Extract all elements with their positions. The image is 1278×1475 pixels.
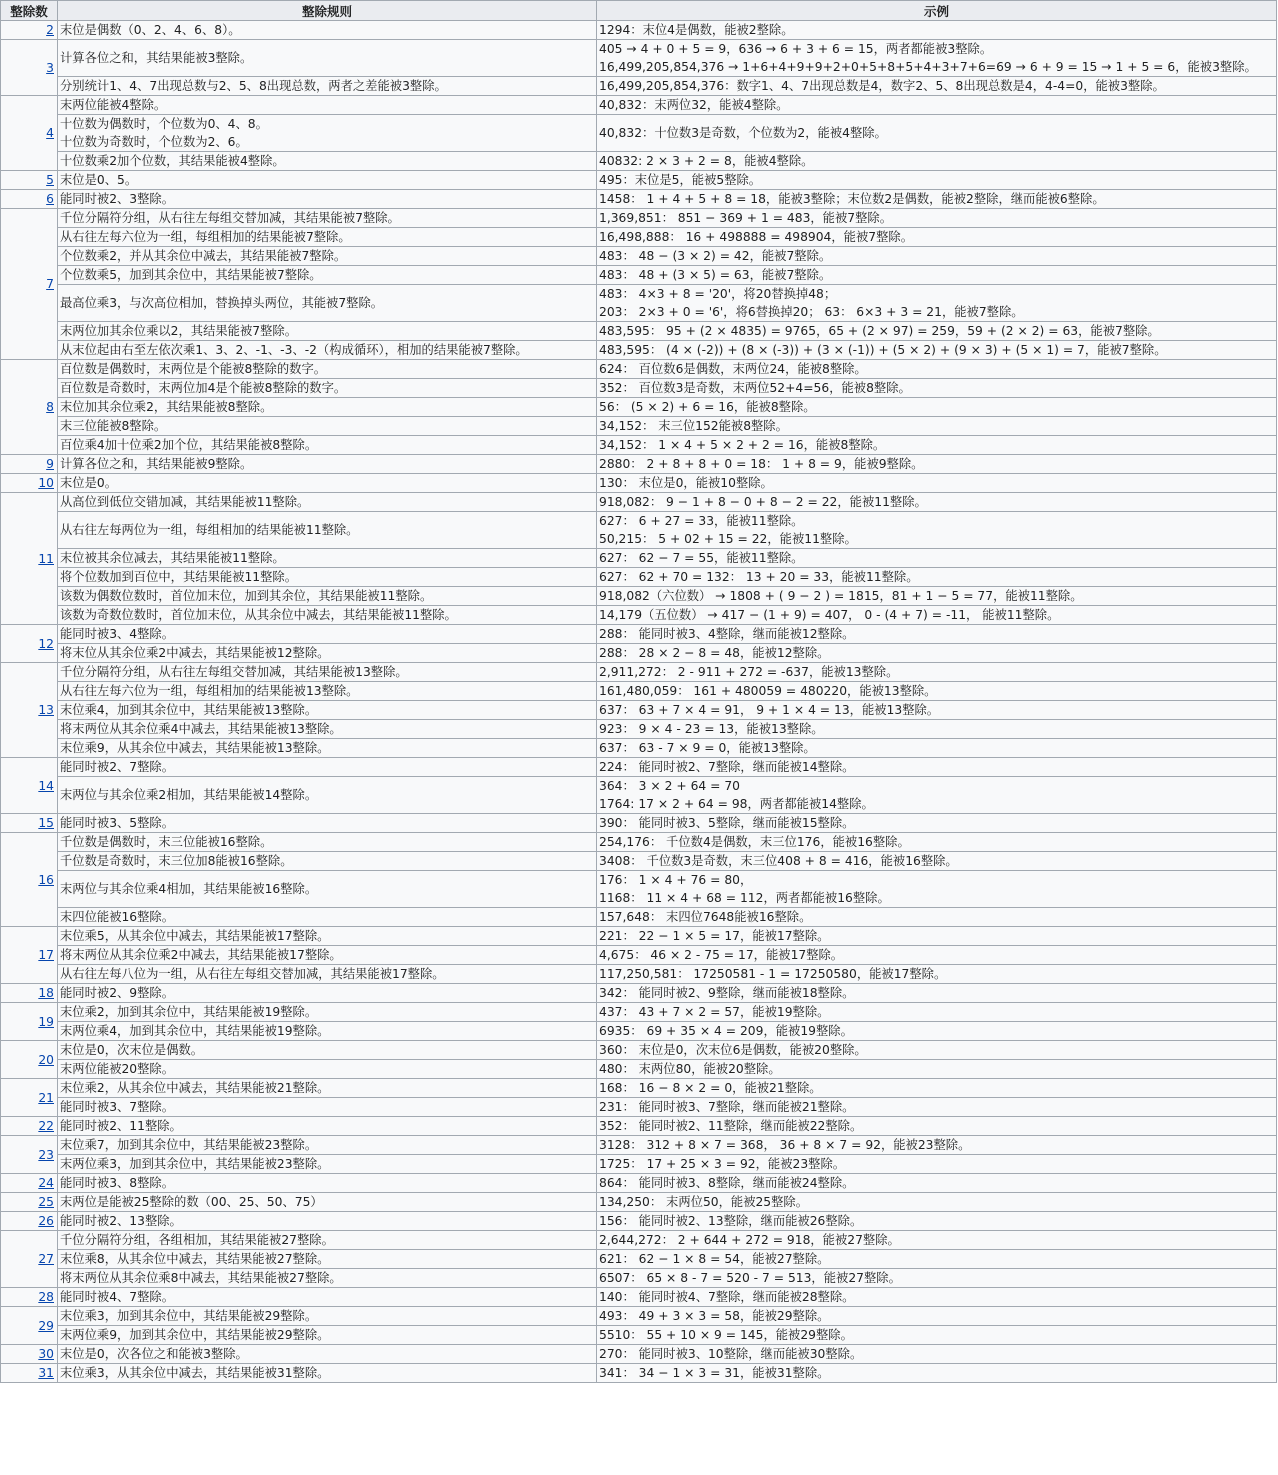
example-cell: 134,250： 末两位50，能被25整除。 (597, 1193, 1277, 1212)
example-cell: 6507： 65 × 8 - 7 = 520 - 7 = 513，能被27整除。 (597, 1269, 1277, 1288)
example-cell: 130： 末位是0，能被10整除。 (597, 474, 1277, 493)
example-cell: 2,644,272： 2 + 644 + 272 = 918，能被27整除。 (597, 1231, 1277, 1250)
rule-cell: 能同时被2、3整除。 (58, 190, 597, 209)
divisor-link[interactable]: 22 (38, 1119, 54, 1133)
table-row (1, 228, 1277, 247)
divisor-link[interactable]: 3 (46, 60, 54, 75)
table-row (1, 115, 1277, 152)
divisor-link[interactable]: 14 (38, 778, 54, 793)
example-cell: 360： 末位是0，次末位6是偶数，能被20整除。 (597, 1041, 1277, 1060)
divisor-cell (1, 814, 58, 833)
table-row (1, 379, 1277, 398)
divisor-cell (1, 493, 58, 625)
table-row (1, 927, 1277, 946)
table-row (1, 1326, 1277, 1345)
divisor-link[interactable]: 27 (38, 1252, 54, 1266)
divisor-link[interactable]: 11 (38, 551, 54, 566)
rule-cell: 末位是0、5。 (58, 171, 597, 190)
example-cell: 288： 28 × 2 − 8 = 48，能被12整除。 (597, 644, 1277, 663)
table-row (1, 360, 1277, 379)
rule-cell: 从右往左每六位为一组，每组相加的结果能被7整除。 (58, 228, 597, 247)
rule-cell: 个位数乘2，并从其余位中减去，其结果能被7整除。 (58, 247, 597, 266)
divisor-cell (1, 40, 58, 96)
table-row (1, 1022, 1277, 1041)
table-row (1, 455, 1277, 474)
rule-cell: 末位加其余位乘2，其结果能被8整除。 (58, 398, 597, 417)
table-row (1, 1079, 1277, 1098)
table-row (1, 1155, 1277, 1174)
table-row (1, 285, 1277, 322)
divisor-cell (1, 1079, 58, 1117)
rule-cell: 将末两位从其余位乘2中减去，其结果能被17整除。 (58, 946, 597, 965)
table-row (1, 946, 1277, 965)
table-row (1, 587, 1277, 606)
divisor-link[interactable]: 15 (38, 816, 54, 830)
rule-cell: 计算各位之和，其结果能被9整除。 (58, 455, 597, 474)
divisor-cell (1, 984, 58, 1003)
example-cell: 3408： 千位数3是奇数，末三位408 + 8 = 416，能被16整除。 (597, 852, 1277, 871)
rule-cell: 十位数乘2加个位数，其结果能被4整除。 (58, 152, 597, 171)
example-cell: 923： 9 × 4 - 23 = 13，能被13整除。 (597, 720, 1277, 739)
rule-cell: 末位是0，次末位是偶数。 (58, 1041, 597, 1060)
example-cell: 864： 能同时被3、8整除，继而能被24整除。 (597, 1174, 1277, 1193)
divisor-cell (1, 663, 58, 758)
example-cell: 364： 3 × 2 + 64 = 70 1764: 17 × 2 + 64 = 98，两者都能被14整除。 (597, 777, 1277, 814)
rule-cell: 末位乘8，从其余位中减去，其结果能被27整除。 (58, 1250, 597, 1269)
rule-cell: 末两位与其余位乘4相加，其结果能被16整除。 (58, 871, 597, 908)
rule-cell: 该数为奇数位数时，首位加末位，从其余位中减去，其结果能被11整除。 (58, 606, 597, 625)
rule-cell: 将末两位从其余位乘4中减去，其结果能被13整除。 (58, 720, 597, 739)
table-row (1, 1288, 1277, 1307)
rule-cell: 末位乘3，加到其余位中，其结果能被29整除。 (58, 1307, 597, 1326)
example-cell: 627： 62 − 7 = 55，能被11整除。 (597, 549, 1277, 568)
table-row (1, 739, 1277, 758)
table-row (1, 852, 1277, 871)
rule-cell: 末位是偶数（0、2、4、6、8）。 (58, 21, 597, 40)
example-cell: 624： 百位数6是偶数，末两位24，能被8整除。 (597, 360, 1277, 379)
table-row (1, 322, 1277, 341)
rule-cell: 最高位乘3，与次高位相加，替换掉头两位，其能被7整除。 (58, 285, 597, 322)
example-cell: 288： 能同时被3、4整除，继而能被12整除。 (597, 625, 1277, 644)
example-cell: 483： 4×3 + 8 = '20'，将20替换掉48； 203： 2×3 + 0 = '6'，将6替换掉20； 63： 6×3 + 3 = 21，能被7整除。 (597, 285, 1277, 322)
rule-cell: 从右往左每八位为一组，从右往左每组交替加减，其结果能被17整除。 (58, 965, 597, 984)
divisor-link[interactable]: 26 (38, 1214, 54, 1228)
divisor-cell (1, 758, 58, 814)
divisor-cell (1, 455, 58, 474)
rule-cell: 末两位是能被25整除的数（00、25、50、75） (58, 1193, 597, 1212)
divisor-link[interactable]: 28 (38, 1290, 54, 1304)
table-row (1, 549, 1277, 568)
table-row (1, 984, 1277, 1003)
example-cell: 1294：末位4是偶数，能被2整除。 (597, 21, 1277, 40)
divisor-link[interactable]: 17 (38, 948, 54, 962)
example-cell: 483： 48 + (3 × 5) = 63，能被7整除。 (597, 266, 1277, 285)
table-row (1, 625, 1277, 644)
table-row (1, 777, 1277, 814)
table-row (1, 21, 1277, 40)
table-row (1, 682, 1277, 701)
rule-cell: 计算各位之和，其结果能被3整除。 (58, 40, 597, 77)
example-cell: 2880： 2 + 8 + 8 + 0 = 18： 1 + 8 = 9，能被9整除。 (597, 455, 1277, 474)
example-cell: 16,498,888： 16 + 498888 = 498904，能被7整除。 (597, 228, 1277, 247)
table-row (1, 720, 1277, 739)
example-cell: 5510： 55 + 10 × 9 = 145，能被29整除。 (597, 1326, 1277, 1345)
divisor-link[interactable]: 25 (38, 1195, 54, 1209)
rule-cell: 从高位到低位交错加减，其结果能被11整除。 (58, 493, 597, 512)
divisor-link[interactable]: 16 (38, 872, 54, 887)
divisor-link[interactable]: 21 (38, 1090, 54, 1105)
divisor-cell (1, 21, 58, 40)
table-row (1, 1364, 1277, 1383)
example-cell: 140： 能同时被4、7整除，继而能被28整除。 (597, 1288, 1277, 1307)
table-row (1, 341, 1277, 360)
rule-cell: 百位数是奇数时，末两位加4是个能被8整除的数字。 (58, 379, 597, 398)
rule-cell: 分别统计1、4、7出现总数与2、5、8出现总数，两者之差能被3整除。 (58, 77, 597, 96)
table-row (1, 871, 1277, 908)
divisor-cell (1, 1117, 58, 1136)
example-cell: 483： 48 − (3 × 2) = 42，能被7整除。 (597, 247, 1277, 266)
table-row (1, 152, 1277, 171)
table-row (1, 606, 1277, 625)
example-cell: 483,595： (4 × (-2)) + (8 × (-3)) + (3 × (-1)) + (5 × 2) + (9 × 3) + (5 × 1) = 7，能被7整除。 (597, 341, 1277, 360)
table-row (1, 398, 1277, 417)
table-row (1, 474, 1277, 493)
divisor-link[interactable]: 9 (46, 457, 54, 471)
example-cell: 40,832：十位数3是奇数，个位数为2，能被4整除。 (597, 115, 1277, 152)
divisor-cell (1, 190, 58, 209)
table-row (1, 77, 1277, 96)
rule-cell: 末两位加其余位乘以2，其结果能被7整除。 (58, 322, 597, 341)
table-row (1, 436, 1277, 455)
rule-cell: 末位乘3，从其余位中减去，其结果能被31整除。 (58, 1364, 597, 1383)
divisor-cell (1, 1364, 58, 1383)
table-row (1, 568, 1277, 587)
example-cell: 254,176： 千位数4是偶数，末三位176，能被16整除。 (597, 833, 1277, 852)
divisor-cell (1, 1193, 58, 1212)
divisor-cell (1, 1345, 58, 1364)
table-row (1, 171, 1277, 190)
table-row (1, 417, 1277, 436)
table-row (1, 1307, 1277, 1326)
example-cell: 270： 能同时被3、10整除，继而能被30整除。 (597, 1345, 1277, 1364)
table-row (1, 1041, 1277, 1060)
example-cell: 483,595： 95 + (2 × 4835) = 9765，65 + (2 × 97) = 259，59 + (2 × 2) = 63，能被7整除。 (597, 322, 1277, 341)
example-cell: 405 → 4 + 0 + 5 = 9，636 → 6 + 3 + 6 = 15，两者都能被3整除。 16,499,205,854,376 → 1+6+4+9+9+2+0+5+8+5+4+3+7+6=69 → 6 + 9 = 15 → 1 + 5 = 6，能被3整除。 (597, 40, 1277, 77)
rule-cell: 千位分隔符分组，从右往左每组交替加减，其结果能被7整除。 (58, 209, 597, 228)
divisor-cell (1, 1136, 58, 1174)
divisor-cell (1, 96, 58, 171)
table-row (1, 908, 1277, 927)
example-cell: 437： 43 + 7 × 2 = 57，能被19整除。 (597, 1003, 1277, 1022)
rule-cell: 百位乘4加十位乘2加个位，其结果能被8整除。 (58, 436, 597, 455)
rule-cell: 千位数是偶数时，末三位能被16整除。 (58, 833, 597, 852)
rule-cell: 末位乘2，从其余位中减去，其结果能被21整除。 (58, 1079, 597, 1098)
rule-cell: 能同时被2、13整除。 (58, 1212, 597, 1231)
example-cell: 224： 能同时被2、7整除，继而能被14整除。 (597, 758, 1277, 777)
divisor-cell (1, 1174, 58, 1193)
table-row (1, 40, 1277, 77)
table-row (1, 1174, 1277, 1193)
rule-cell: 能同时被2、9整除。 (58, 984, 597, 1003)
example-cell: 221： 22 − 1 × 5 = 17，能被17整除。 (597, 927, 1277, 946)
rule-cell: 个位数乘5，加到其余位中，其结果能被7整除。 (58, 266, 597, 285)
example-cell: 621： 62 − 1 × 8 = 54，能被27整除。 (597, 1250, 1277, 1269)
rule-cell: 十位数为偶数时，个位数为0、4、8。 十位数为奇数时，个位数为2、6。 (58, 115, 597, 152)
rule-cell: 末位乘9，从其余位中减去，其结果能被13整除。 (58, 739, 597, 758)
rule-cell: 末两位能被20整除。 (58, 1060, 597, 1079)
divisor-cell (1, 1212, 58, 1231)
rule-cell: 将末位从其余位乘2中减去，其结果能被12整除。 (58, 644, 597, 663)
example-cell: 176： 1 × 4 + 76 = 80， 1168： 11 × 4 + 68 = 112，两者都能被16整除。 (597, 871, 1277, 908)
divisor-link[interactable]: 23 (38, 1147, 54, 1162)
table-row (1, 1098, 1277, 1117)
example-cell: 637： 63 + 7 × 4 = 91， 9 + 1 × 4 = 13，能被13整除。 (597, 701, 1277, 720)
divisor-cell (1, 171, 58, 190)
divisor-cell (1, 1307, 58, 1345)
rule-cell: 该数为偶数位数时，首位加末位，加到其余位，其结果能被11整除。 (58, 587, 597, 606)
rule-cell: 末两位与其余位乘2相加，其结果能被14整除。 (58, 777, 597, 814)
example-cell: 1725： 17 + 25 × 3 = 92，能被23整除。 (597, 1155, 1277, 1174)
rule-cell: 末位是0，次各位之和能被3整除。 (58, 1345, 597, 1364)
table-row (1, 96, 1277, 115)
example-cell: 3128： 312 + 8 × 7 = 368， 36 + 8 × 7 = 92，能被23整除。 (597, 1136, 1277, 1155)
divisor-link[interactable]: 8 (46, 400, 54, 414)
example-cell: 342： 能同时被2、9整除，继而能被18整除。 (597, 984, 1277, 1003)
table-row (1, 266, 1277, 285)
header-rule: 整除规则 (58, 1, 597, 21)
divisor-cell (1, 927, 58, 984)
table-row (1, 190, 1277, 209)
divisor-cell (1, 1288, 58, 1307)
table-row (1, 493, 1277, 512)
divisor-cell (1, 474, 58, 493)
rule-cell: 从末位起由右至左依次乘1、3、2、-1、-3、-2（构成循环），相加的结果能被7整除。 (58, 341, 597, 360)
table-row (1, 1060, 1277, 1079)
rule-cell: 末位是0。 (58, 474, 597, 493)
example-cell: 34,152： 1 × 4 + 5 × 2 + 2 = 16，能被8整除。 (597, 436, 1277, 455)
table-row (1, 758, 1277, 777)
table-row (1, 1193, 1277, 1212)
example-cell: 6935： 69 + 35 × 4 = 209，能被19整除。 (597, 1022, 1277, 1041)
table-row (1, 1117, 1277, 1136)
table-row (1, 209, 1277, 228)
rule-cell: 能同时被3、8整除。 (58, 1174, 597, 1193)
divisor-cell (1, 1003, 58, 1041)
rule-cell: 末两位乘3，加到其余位中，其结果能被23整除。 (58, 1155, 597, 1174)
divisor-cell (1, 833, 58, 927)
rule-cell: 能同时被4、7整除。 (58, 1288, 597, 1307)
rule-cell: 末位被其余位减去，其结果能被11整除。 (58, 549, 597, 568)
table-row (1, 701, 1277, 720)
table-row (1, 1231, 1277, 1250)
rule-cell: 能同时被3、7整除。 (58, 1098, 597, 1117)
rule-cell: 末四位能被16整除。 (58, 908, 597, 927)
example-cell: 627： 62 + 70 = 132： 13 + 20 = 33，能被11整除。 (597, 568, 1277, 587)
rule-cell: 千位数是奇数时，末三位加8能被16整除。 (58, 852, 597, 871)
example-cell: 918,082（六位数） → 1808 + ( 9 − 2 ) = 1815，81 + 1 − 5 = 77，能被11整除。 (597, 587, 1277, 606)
example-cell: 117,250,581： 17250581 - 1 = 17250580，能被17整除。 (597, 965, 1277, 984)
table-row (1, 1250, 1277, 1269)
rule-cell: 末两位能被4整除。 (58, 96, 597, 115)
table-row (1, 663, 1277, 682)
example-cell: 352： 百位数3是奇数，末两位52+4=56，能被8整除。 (597, 379, 1277, 398)
divisor-cell (1, 625, 58, 663)
rule-cell: 将个位数加到百位中，其结果能被11整除。 (58, 568, 597, 587)
rule-cell: 末位乘7，加到其余位中，其结果能被23整除。 (58, 1136, 597, 1155)
table-body (1, 21, 1277, 1383)
example-cell: 390： 能同时被3、5整除，继而能被15整除。 (597, 814, 1277, 833)
example-cell: 168： 16 − 8 × 2 = 0，能被21整除。 (597, 1079, 1277, 1098)
example-cell: 4,675： 46 × 2 - 75 = 17，能被17整除。 (597, 946, 1277, 965)
table-row (1, 1212, 1277, 1231)
example-cell: 156： 能同时被2、13整除，继而能被26整除。 (597, 1212, 1277, 1231)
example-cell: 40832: 2 × 3 + 2 = 8，能被4整除。 (597, 152, 1277, 171)
divisor-link[interactable]: 7 (46, 277, 54, 291)
header-row (1, 1, 1277, 21)
example-cell: 352： 能同时被2、11整除，继而能被22整除。 (597, 1117, 1277, 1136)
divisor-link[interactable]: 24 (38, 1176, 54, 1190)
table-row (1, 1345, 1277, 1364)
divisor-link[interactable]: 10 (38, 476, 54, 490)
divisor-link[interactable]: 6 (46, 192, 54, 206)
divisor-cell (1, 209, 58, 360)
table-row (1, 644, 1277, 663)
example-cell: 14,179（五位数） → 417 − (1 + 9) = 407， 0 - (4 + 7) = -11， 能被11整除。 (597, 606, 1277, 625)
table-row (1, 814, 1277, 833)
rule-cell: 将末两位从其余位乘8中减去，其结果能被27整除。 (58, 1269, 597, 1288)
rule-cell: 百位数是偶数时，末两位是个能被8整除的数字。 (58, 360, 597, 379)
rule-cell: 末两位乘4，加到其余位中，其结果能被19整除。 (58, 1022, 597, 1041)
rule-cell: 从右往左每六位为一组，每组相加的结果能被13整除。 (58, 682, 597, 701)
divisor-link[interactable]: 13 (38, 703, 54, 717)
example-cell: 231： 能同时被3、7整除，继而能被21整除。 (597, 1098, 1277, 1117)
divisor-link[interactable]: 18 (38, 986, 54, 1000)
example-cell: 161,480,059： 161 + 480059 = 480220，能被13整除。 (597, 682, 1277, 701)
example-cell: 627： 6 + 27 = 33，能被11整除。 50,215： 5 + 02 + 15 = 22，能被11整除。 (597, 512, 1277, 549)
table-row (1, 965, 1277, 984)
example-cell: 157,648： 末四位7648能被16整除。 (597, 908, 1277, 927)
table-row (1, 833, 1277, 852)
rule-cell: 能同时被2、7整除。 (58, 758, 597, 777)
rule-cell: 从右往左每两位为一组，每组相加的结果能被11整除。 (58, 512, 597, 549)
rule-cell: 末位乘5，从其余位中减去，其结果能被17整除。 (58, 927, 597, 946)
example-cell: 40,832：末两位32，能被4整除。 (597, 96, 1277, 115)
divisor-link[interactable]: 31 (38, 1366, 54, 1380)
example-cell: 1458： 1 + 4 + 5 + 8 = 18，能被3整除；末位数2是偶数，能被2整除，继而能被6整除。 (597, 190, 1277, 209)
header-divisor: 整除数 (1, 1, 58, 21)
example-cell: 493： 49 + 3 × 3 = 58，能被29整除。 (597, 1307, 1277, 1326)
rule-cell: 千位分隔符分组，各组相加，其结果能被27整除。 (58, 1231, 597, 1250)
header-example: 示例 (597, 1, 1277, 21)
example-cell: 918,082： 9 − 1 + 8 − 0 + 8 − 2 = 22，能被11整除。 (597, 493, 1277, 512)
rule-cell: 能同时被3、5整除。 (58, 814, 597, 833)
rule-cell: 末位乘4，加到其余位中，其结果能被13整除。 (58, 701, 597, 720)
divisor-link[interactable]: 29 (38, 1318, 54, 1333)
example-cell: 1,369,851： 851 − 369 + 1 = 483，能被7整除。 (597, 209, 1277, 228)
table-row (1, 1003, 1277, 1022)
divisor-cell (1, 360, 58, 455)
divisor-cell (1, 1231, 58, 1288)
divisor-link[interactable]: 19 (38, 1014, 54, 1029)
rule-cell: 末两位乘9，加到其余位中，其结果能被29整除。 (58, 1326, 597, 1345)
example-cell: 2,911,272： 2 - 911 + 272 = -637，能被13整除。 (597, 663, 1277, 682)
rule-cell: 千位分隔符分组，从右往左每组交替加减，其结果能被13整除。 (58, 663, 597, 682)
rule-cell: 能同时被2、11整除。 (58, 1117, 597, 1136)
example-cell: 341： 34 − 1 × 3 = 31，能被31整除。 (597, 1364, 1277, 1383)
example-cell: 16,499,205,854,376：数字1、4、7出现总数是4，数字2、5、8出现总数是4，4-4=0，能被3整除。 (597, 77, 1277, 96)
divisor-link[interactable]: 4 (46, 126, 54, 140)
divisor-link[interactable]: 5 (46, 173, 54, 187)
example-cell: 495：末位是5，能被5整除。 (597, 171, 1277, 190)
example-cell: 34,152： 末三位152能被8整除。 (597, 417, 1277, 436)
rule-cell: 末位乘2，加到其余位中，其结果能被19整除。 (58, 1003, 597, 1022)
table-row (1, 1269, 1277, 1288)
table-row (1, 247, 1277, 266)
rule-cell: 能同时被3、4整除。 (58, 625, 597, 644)
example-cell: 480： 末两位80，能被20整除。 (597, 1060, 1277, 1079)
table-row (1, 1136, 1277, 1155)
divisor-link[interactable]: 2 (46, 23, 54, 37)
divisor-link[interactable]: 12 (38, 636, 54, 651)
divisor-link[interactable]: 20 (38, 1052, 54, 1067)
example-cell: 637： 63 - 7 × 9 = 0，能被13整除。 (597, 739, 1277, 758)
table-row (1, 512, 1277, 549)
divisor-link[interactable]: 30 (38, 1347, 54, 1361)
rule-cell: 末三位能被8整除。 (58, 417, 597, 436)
divisor-cell (1, 1041, 58, 1079)
example-cell: 56： (5 × 2) + 6 = 16，能被8整除。 (597, 398, 1277, 417)
